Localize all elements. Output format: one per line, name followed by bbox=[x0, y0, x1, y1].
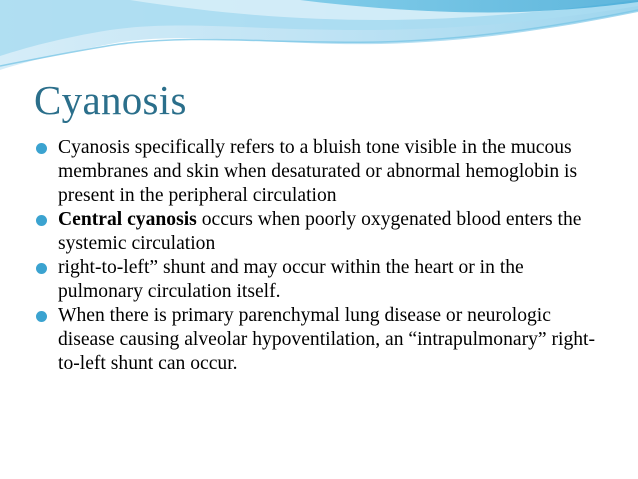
bullet-dot-icon bbox=[36, 215, 47, 226]
bullet-item bbox=[35, 304, 610, 376]
bullet-item bbox=[35, 256, 610, 304]
bullet-text: When there is primary parenchymal lung disease or neurologic disease causing alveolar hypoventilation, an “intrapulmonary” right-to-left shunt can occur. bbox=[58, 305, 596, 374]
bullet-text: Cyanosis specifically refers to a bluish tone visible in the mucous membranes and skin when desaturated or abnormal hemoglobin is present in the peripheral circulation bbox=[58, 137, 578, 206]
bullet-dot-icon bbox=[36, 311, 47, 322]
bullet-text: right-to-left” shunt and may occur within the heart or in the pulmonary circulation itself. bbox=[58, 257, 524, 302]
bullet-dot-icon bbox=[36, 263, 47, 274]
header-wave-graphic bbox=[0, 0, 638, 72]
bullet-dot-icon bbox=[36, 143, 47, 154]
bullet-bold-term: Central cyanosis bbox=[58, 209, 197, 230]
bullet-text: occurs when poorly oxygenated blood enters the systemic circulation bbox=[58, 209, 582, 254]
bullet-list bbox=[35, 136, 610, 376]
bullet-item bbox=[35, 208, 610, 256]
bullet-item bbox=[35, 136, 610, 208]
slide-title: Cyanosis bbox=[34, 77, 187, 123]
